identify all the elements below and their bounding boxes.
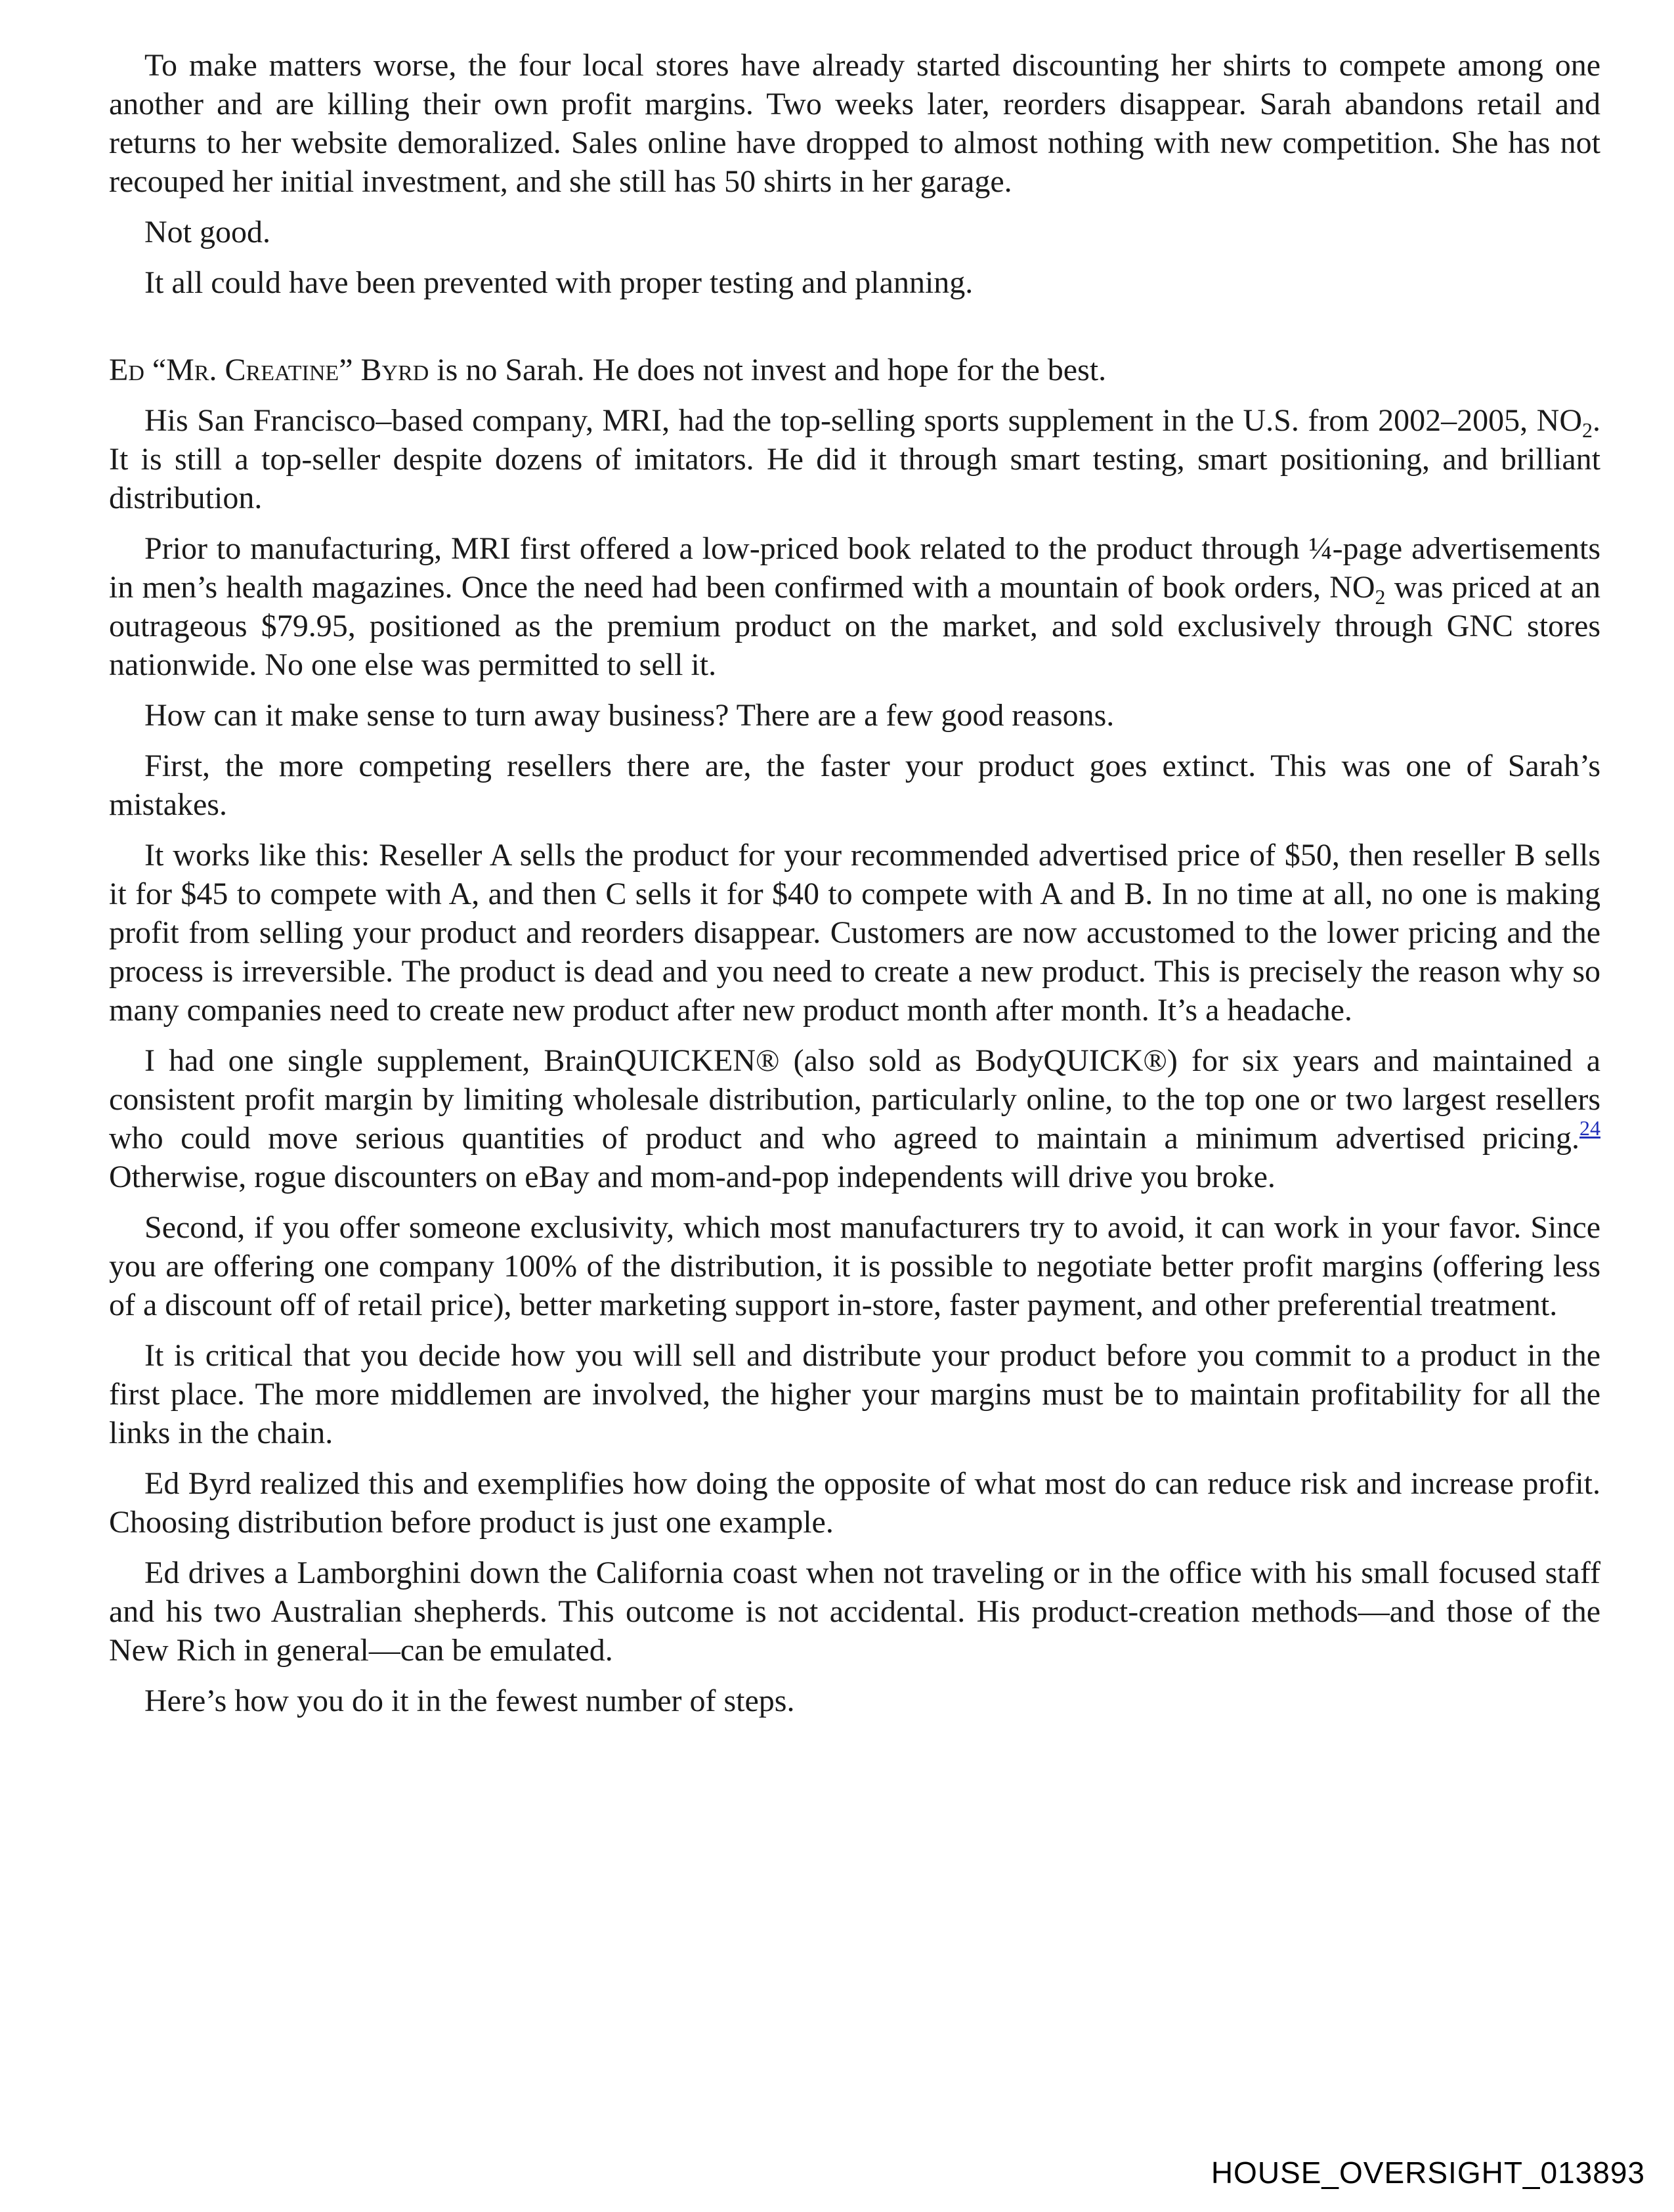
paragraph-text: I had one single supplement, BrainQUICKEN® (also sold as BodyQUICK®) for six years and maintained a consistent profit margin by limiting wholesale distribution, particularly online, to the top one or two largest resellers who could move serious quantities of product and who agreed to maintain a minimum advertised pricing. xyxy=(109,1043,1600,1156)
paragraph-prior-to-manufacturing xyxy=(109,529,1600,684)
paragraph-sarah-retail: To make matters worse, the four local stores have already started discounting her shirts to compete among one another and are killing their own profit margins. Two weeks later, reorders disappear. Sarah abandons retail and returns to her website demoralized. Sales online have dropped to almost nothing with new competition. She has not recouped her initial investment, and she still has 50 shirts in her garage. xyxy=(109,48,1600,199)
paragraph-critical-decision: It is critical that you decide how you will sell and distribute your product before you commit to a product in the first place. The more middlemen are involved, the higher your margins must be to maintain profitability for all the links in the chain. xyxy=(109,1338,1600,1450)
paragraph-text: Otherwise, rogue discounters on eBay and mom-and-pop independents will drive you broke. xyxy=(109,1160,1276,1194)
paragraph-text: . It is still a top-seller despite dozens of imitators. He did it through smart testing, smart positioning, and brilliant distribution. xyxy=(109,403,1600,515)
paragraph-text: His San Francisco–based company, MRI, had the top-selling sports supplement in the U.S. from 2002–2005, NO xyxy=(144,403,1582,438)
paragraph-ed-byrd-intro xyxy=(109,351,1600,389)
footnote-ref xyxy=(1579,1116,1600,1140)
paragraph-reseller-example: It works like this: Reseller A sells the product for your recommended advertised price of $50, then reseller B sells it for $45 to compete with A, and then C sells it for $40 to compete with A and B. In no time at all, no one is making profit from selling your product and reorders disappear. Customers are now accustomed to the lower pricing and the process is irreversible. The product is dead and you need to create a new product. This is precisely the reason why so many companies need to create new product after new product month after month. It’s a headache. xyxy=(109,838,1600,1028)
small-caps-name: Ed “Mr. Creatine” Byrd xyxy=(109,353,429,387)
paragraph-prevented: It all could have been prevented with proper testing and planning. xyxy=(144,265,974,300)
paragraph-mri-company xyxy=(109,401,1600,517)
paragraph-how-you-do-it: Here’s how you do it in the fewest number of steps. xyxy=(144,1683,795,1718)
paragraph-not-good: Not good. xyxy=(144,215,270,249)
paragraph-turn-away-business: How can it make sense to turn away business? There are a few good reasons. xyxy=(144,698,1115,733)
paragraph-first-reason: First, the more competing resellers there are, the faster your product goes extinct. This was one of Sarah’s mistakes. xyxy=(109,748,1600,822)
footnote-link-24[interactable]: 24 xyxy=(1579,1116,1600,1140)
bates-number: HOUSE_OVERSIGHT_013893 xyxy=(1211,2156,1645,2190)
paragraph-text: Prior to manufacturing, MRI first offered a low-priced book related to the product through ¼-page advertisements in men’s health magazines. Once the need had been confirmed with a mountain of book orders, NO xyxy=(109,531,1600,605)
paragraph-text: was priced at an outrageous $79.95, positioned as the premium product on the market, and sold exclusively through GNC stores nationwide. No one else was permitted to sell it. xyxy=(109,570,1600,682)
document-body xyxy=(109,46,1600,1732)
section-break xyxy=(109,314,1600,351)
subscript: 2 xyxy=(1375,585,1386,609)
paragraph-second-reason: Second, if you offer someone exclusivity, which most manufacturers try to avoid, it can work in your favor. Since you are offering one company 100% of the distribution, it is possible to negotiate better profit margins (offering less of a discount off of retail price), better marketing support in-store, faster payment, and other preferential treatment. xyxy=(109,1210,1600,1322)
subscript: 2 xyxy=(1582,418,1593,442)
paragraph-text: is no Sarah. He does not invest and hope for the best. xyxy=(429,353,1107,387)
paragraph-brainquicken xyxy=(109,1041,1600,1196)
paragraph-ed-realized: Ed Byrd realized this and exemplifies how doing the opposite of what most do can reduce risk and increase profit. Choosing distribution before product is just one example. xyxy=(109,1466,1600,1540)
paragraph-lamborghini: Ed drives a Lamborghini down the California coast when not traveling or in the office with his small focused staff and his two Australian shepherds. This outcome is not accidental. His product-creation methods—and those of the New Rich in general—can be emulated. xyxy=(109,1555,1600,1668)
